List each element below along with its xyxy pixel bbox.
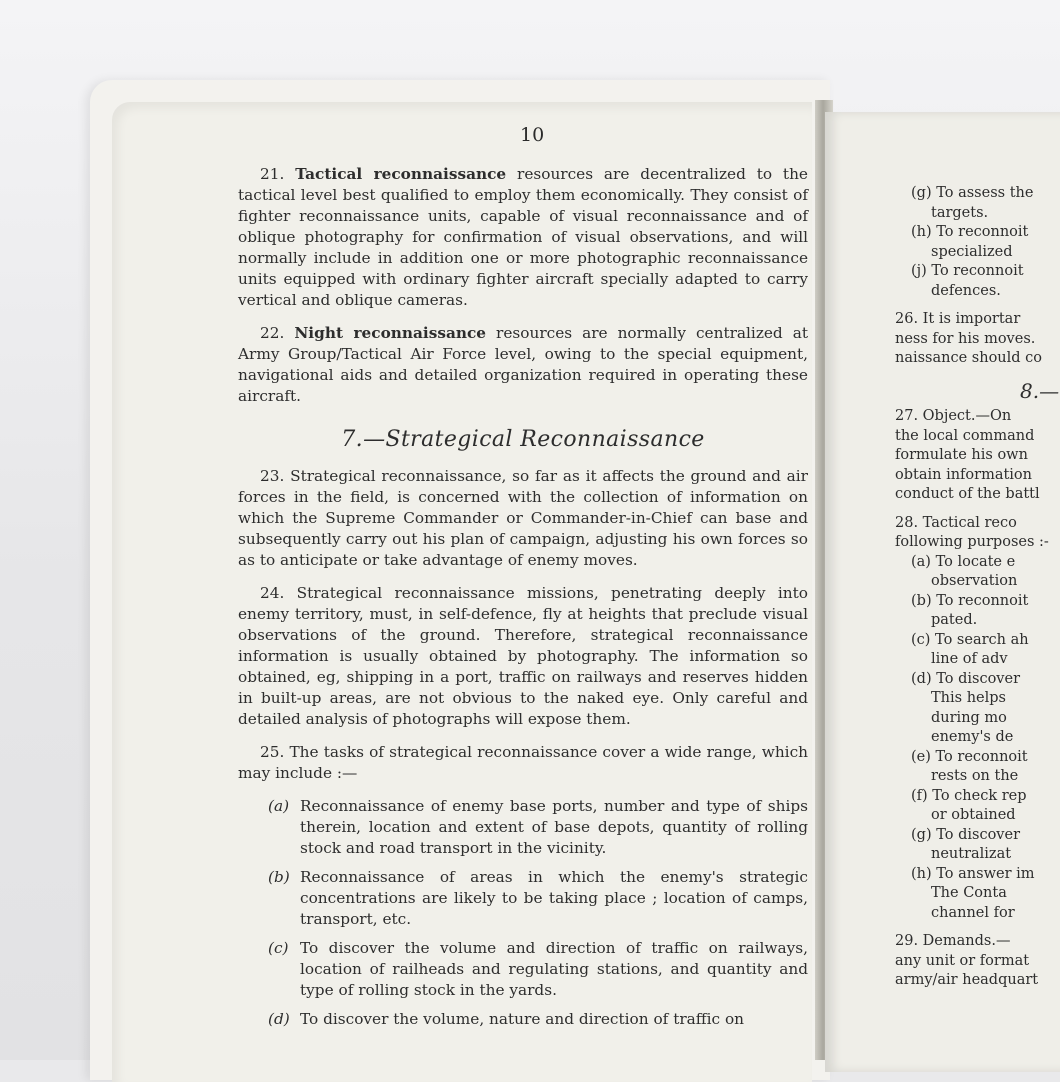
- right-page-line: (h) To reconnoit: [911, 224, 1029, 240]
- right-page-line: line of adv: [931, 651, 1008, 667]
- right-page-line: defences.: [931, 282, 1001, 299]
- right-page-line: targets.: [931, 204, 989, 221]
- right-page-line: 26. It is importar: [895, 311, 1021, 327]
- right-page-line: formulate his own: [895, 447, 1028, 463]
- right-page-line: (e) To reconnoit: [911, 748, 1028, 765]
- right-page-line: specialized: [931, 243, 1013, 260]
- list-item: (d) To discover the volume, nature and direction of traffic on: [268, 1010, 745, 1028]
- right-page-line: (h) To answer im: [911, 865, 1035, 882]
- right-page-line: (g) To assess the: [911, 185, 1034, 201]
- right-page-line: 28. Tactical reco: [895, 514, 1017, 531]
- right-page-line: obtain information: [895, 466, 1032, 483]
- paragraph-25: 25. The tasks of strategical reconnaissance cover a wide range, which may include :—: [238, 743, 808, 782]
- right-page-line: enemy's de: [931, 729, 1014, 745]
- spacer: [895, 369, 1060, 378]
- right-page-line: or obtained: [931, 807, 1016, 823]
- left-page-text: [238, 164, 808, 1038]
- right-page-line: (f) To check rep: [911, 787, 1027, 804]
- right-page-line: (j) To reconnoit: [911, 263, 1024, 279]
- right-page-line: 27. Object.—On: [895, 408, 1012, 424]
- right-page-line: following purposes :-: [895, 534, 1049, 550]
- right-page-line: neutralizat: [931, 846, 1012, 862]
- right-page-line: during mo: [931, 709, 1007, 726]
- paragraph-23: 23. Strategical reconnaissance, so far as it affects the ground and air forces in the field, is concerned with the collection of information on which the Supreme Commander or Commander-in-Chief can base and subsequently carry out his plan of campaign, adjusting his own forces so as to anticipate or take advantage of enemy moves.: [238, 467, 808, 569]
- right-page-line: (g) To discover: [911, 826, 1021, 843]
- right-page-line: rests on the: [931, 768, 1019, 784]
- right-page-line: (c) To search ah: [911, 631, 1029, 648]
- list-item: (c) To discover the volume and direction of traffic on railways, location of railheads and regulating stations, and quantity and type of rolling stock in the yards.: [268, 939, 808, 999]
- right-page-line: (a) To locate e: [911, 553, 1016, 570]
- right-page-line: any unit or format: [895, 952, 1030, 969]
- paragraph-22: 22. Night reconnaissance resources are normally centralized at Army Group/Tactical Air Force level, owing to the special equipment, navigational aids and detailed organization required in operating these aircraft.: [238, 324, 808, 405]
- spacer: [895, 505, 1060, 514]
- right-page-line: pated.: [931, 612, 978, 628]
- page-number: 10: [520, 124, 545, 146]
- right-page-line: the local command: [895, 427, 1035, 444]
- section-heading: 7.—Strategical Reconnaissance: [341, 427, 705, 452]
- right-page-line: 8.—: [1020, 378, 1060, 403]
- right-page-line: channel for: [931, 904, 1015, 921]
- right-page-line: army/air headquart: [895, 972, 1039, 988]
- right-page-line: 29. Demands.—: [895, 933, 1011, 949]
- list-item: (b) Reconnaissance of areas in which the enemy's strategic concentrations are likely to be taking place ; location of camps, transport, etc.: [268, 868, 808, 928]
- spacer: [895, 923, 1060, 932]
- task-list: [238, 796, 808, 1030]
- right-page-line: (d) To discover: [911, 670, 1021, 687]
- right-page-line: ness for his moves.: [895, 330, 1036, 347]
- right-page-line: This helps: [931, 690, 1006, 706]
- paragraph-24: 24. Strategical reconnaissance missions, penetrating deeply into enemy territory, must, in self-defence, fly at heights that preclude visual observations of the ground. Therefore, strategical reconnaissance information is usually obtained by photography. The information so obtained, eg, shipping in a port, traffic on railways and reserves hidden in built-up areas, are not obvious to the naked eye. Only careful and detailed analysis of photographs will expose them.: [238, 584, 808, 728]
- list-item: (a) Reconnaissance of enemy base ports, number and type of ships therein, location and extent of base depots, quantity of rolling stock and road transport in the vicinity.: [268, 797, 808, 857]
- right-page-line: The Conta: [931, 885, 1007, 901]
- right-page-line: observation: [931, 573, 1018, 589]
- right-page-line: naissance should co: [895, 350, 1043, 366]
- term-night-reconnaissance: Night reconnaissance: [294, 324, 487, 342]
- right-page-line: (b) To reconnoit: [911, 592, 1029, 609]
- paragraph-21: 21. Tactical reconnaissance resources are decentralized to the tactical level best qualified to employ them economically. They consist of fighter reconnaissance units, capable of visual reconnaissance and of oblique photography for confirmation of visual observations, and will normally include in addition one or more photographic reconnaissance units equipped with ordinary fighter aircraft specially adapted to carry vertical and oblique cameras.: [238, 165, 808, 309]
- right-page-text: [895, 184, 1060, 991]
- term-tactical-reconnaissance: Tactical reconnaissance: [295, 165, 507, 183]
- right-page-line: conduct of the battl: [895, 486, 1040, 502]
- spacer: [895, 301, 1060, 310]
